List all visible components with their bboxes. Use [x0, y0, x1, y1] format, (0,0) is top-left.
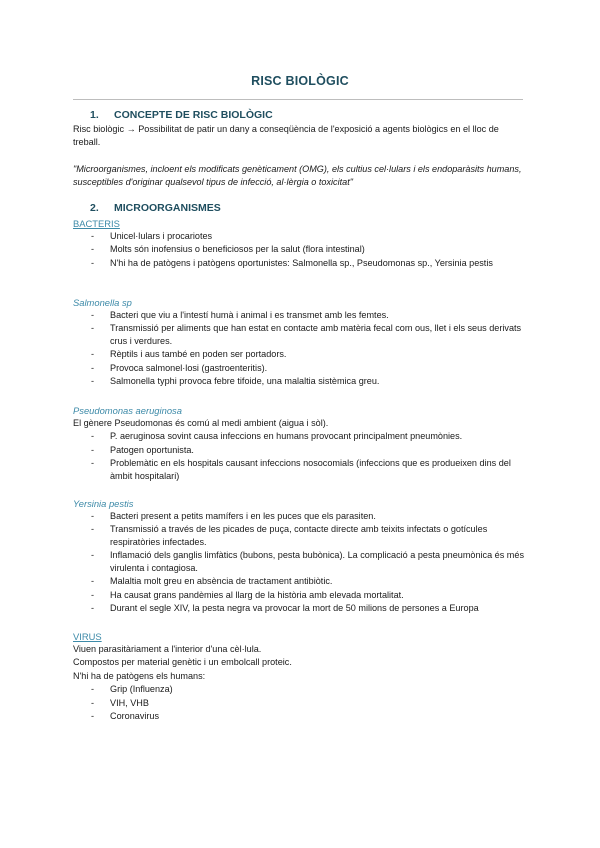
list-item: - Bacteri que viu a l'intestí humà i animal i es transmet amb les femtes. — [91, 310, 389, 320]
salmonella-block — [73, 296, 528, 389]
list-item: - Coronavirus — [91, 711, 160, 721]
pseudomonas-block — [73, 404, 528, 483]
title-divider — [73, 99, 523, 100]
section-1-body — [73, 123, 528, 150]
list-item: - Ha causat grans pandèmies al llarg de la història amb elevada mortalitat. — [91, 589, 404, 600]
list-item: - Durant el segle XIV, la pesta negra va provocar la mort de 50 milions de persones a Europa — [91, 603, 479, 614]
document-title: RISC BIOLÒGIC — [251, 74, 349, 88]
virus-line: Viuen parasitàriament a l'interior d'una cèl·lula. — [73, 644, 262, 654]
pseudomonas-intro: El gènere Pseudomonas és comú al medi ambient (aigua i sòl). — [73, 418, 329, 428]
list-item: - Inflamació dels ganglis limfàtics (bubons, pesta bubònica). La complicació a pesta pneumònica és més virulenta i contagiosa. — [91, 550, 524, 573]
yersinia-heading: Yersinia pestis — [73, 498, 134, 509]
pseudomonas-list — [73, 430, 528, 482]
definition-quote: "Microorganismes, incloent els modificats genèticament (OMG), els cultius cel·lulars i els endoparàsits humans, susceptibles d'originar qualsevol tipus de infecció, al·lèrgia o toxicitat" — [73, 164, 522, 188]
virus-line: Compostos per material genètic i un embolcall proteic. — [73, 657, 292, 668]
section-2-title: MICROORGANISMES — [114, 202, 221, 214]
yersinia-list — [73, 510, 528, 615]
virus-line: N'hi ha de patògens els humans: — [73, 670, 206, 681]
list-item: - VIH, VHB — [91, 697, 149, 708]
list-item: - Problemàtic en els hospitals causant infeccions nosocomials (infeccions que es produeixen dins del àmbit hospitalari) — [91, 458, 511, 481]
virus-block — [73, 630, 528, 723]
list-item: - Malaltia molt greu en absència de tractament antibiòtic. — [91, 576, 333, 587]
yersinia-block — [73, 497, 528, 616]
bacteris-heading: BACTERIS — [73, 218, 120, 229]
list-item: - Transmissió per aliments que han estat en contacte amb matèria fecal com ous, llet i els seus derivats crus i verdures. — [91, 323, 522, 346]
bacteris-list — [73, 230, 528, 269]
list-item: - Grip (Influenza) — [91, 684, 173, 695]
list-item: - Transmissió a través de les picades de puça, contacte directe amb teixits infectats o gotícules respiratòries infectades. — [91, 524, 488, 547]
list-item: - Provoca salmonel·losi (gastroenteritis). — [91, 362, 268, 373]
list-item: - Patogen oportunista. — [91, 444, 194, 455]
risk-definition: Risc biològic → Possibilitat de patir un dany a conseqüència de l'exposició a agents biològics en el lloc de treball. — [73, 124, 499, 148]
salmonella-list — [73, 309, 528, 388]
list-item: - Unicel·lulars i procariotes — [91, 231, 213, 241]
virus-heading: VIRUS — [73, 631, 102, 642]
pseudomonas-heading: Pseudomonas aeruginosa — [73, 405, 182, 416]
section-1-title: CONCEPTE DE RISC BIOLÒGIC — [114, 109, 273, 121]
list-item: - Molts són inofensius o beneficiosos per la salut (flora intestinal) — [91, 244, 365, 255]
list-item: - Rèptils i aus també en poden ser portadors. — [91, 349, 287, 360]
section-1-heading — [90, 109, 273, 121]
section-1-quote — [73, 163, 528, 190]
list-item: - N'hi ha de patògens i patògens oportunistes: Salmonella sp., Pseudomonas sp., Yersinia pestis — [91, 257, 493, 268]
salmonella-heading: Salmonella sp — [73, 297, 132, 308]
list-item: - Bacteri present a petits mamífers i en les puces que els parasiten. — [91, 511, 376, 521]
section-2-number: 2. — [90, 202, 99, 214]
list-item: - P. aeruginosa sovint causa infeccions en humans provocant principalment pneumònies. — [91, 431, 463, 442]
section-1-number: 1. — [90, 109, 99, 121]
section-2-heading — [90, 202, 221, 214]
list-item: - Salmonella typhi provoca febre tifoide, una malaltia sistèmica greu. — [91, 376, 380, 387]
virus-list — [73, 683, 528, 722]
bacteris-block — [73, 217, 528, 270]
